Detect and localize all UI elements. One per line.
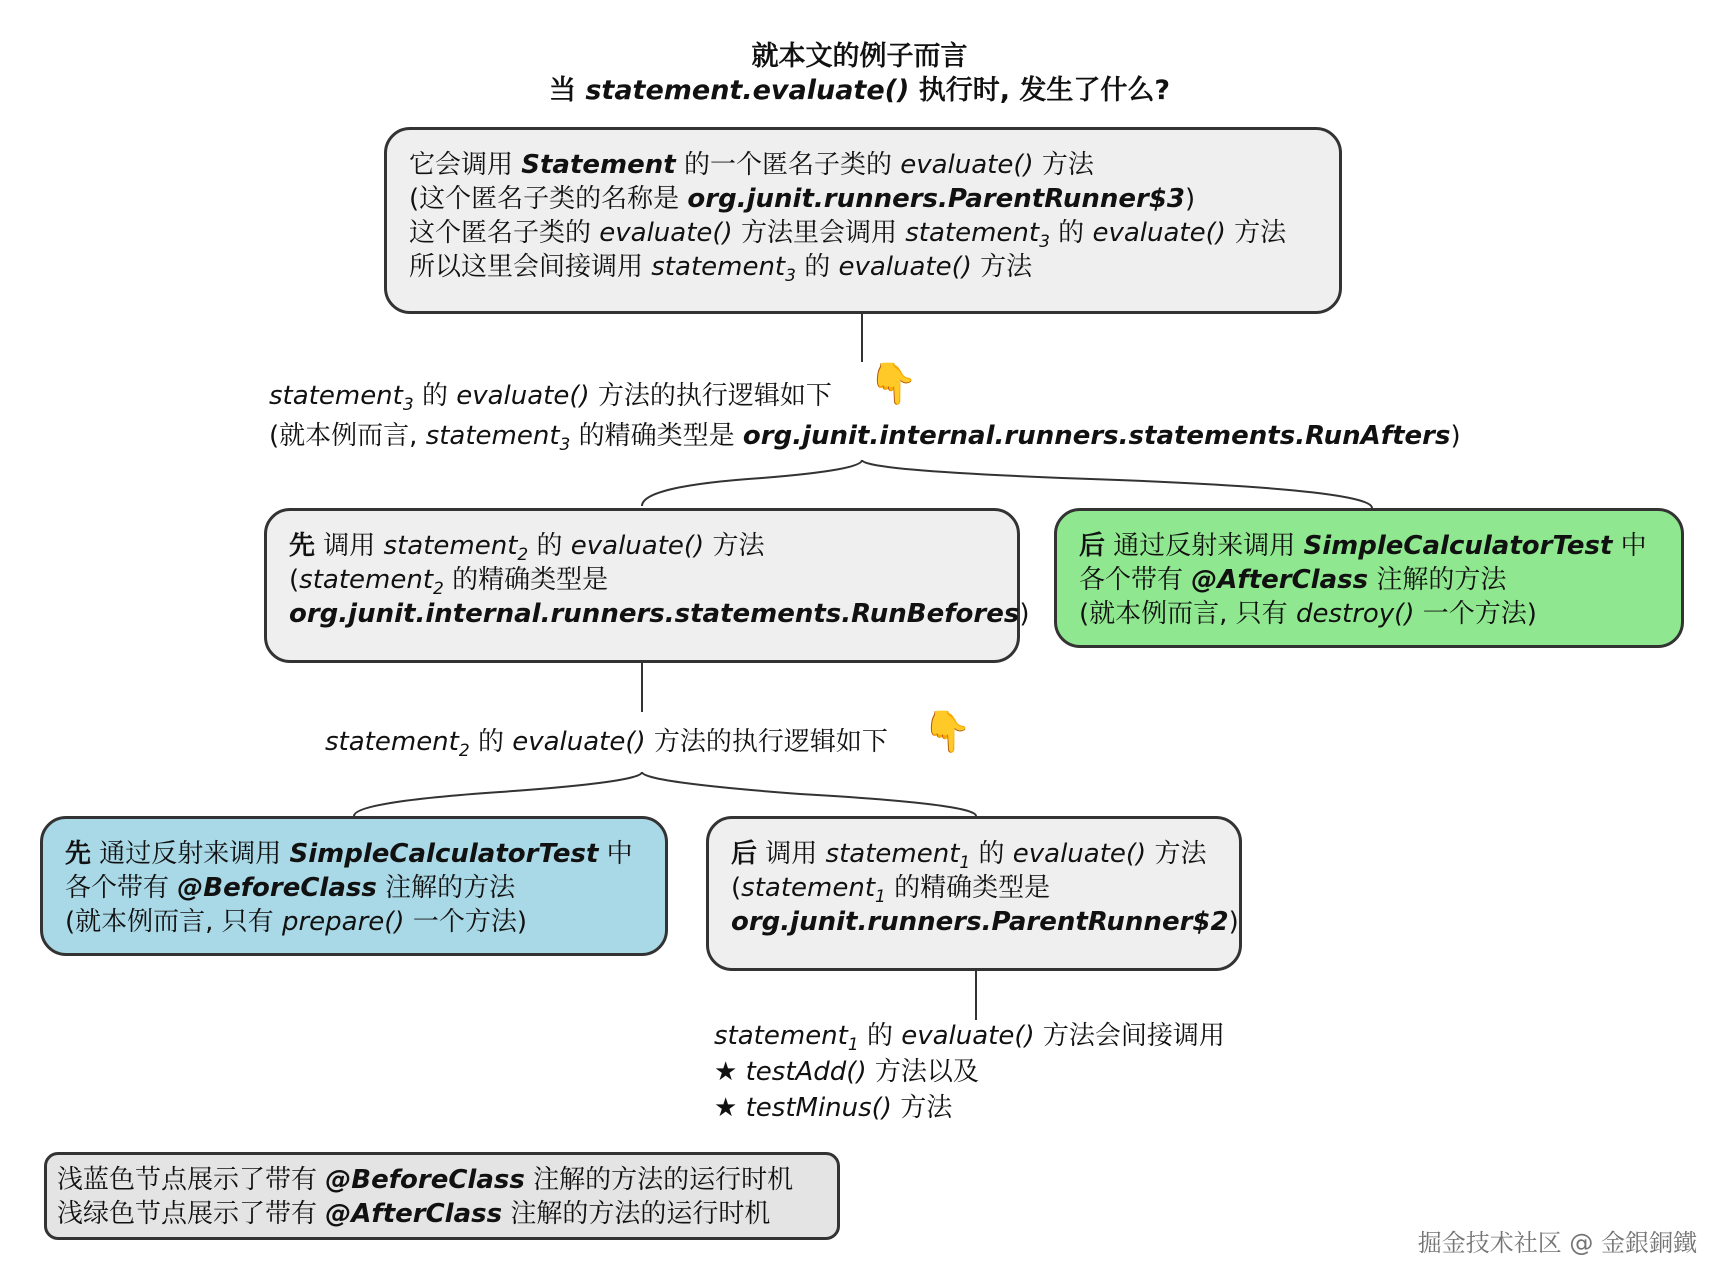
subscript: 3 (785, 266, 796, 286)
text: 方法以及 (866, 1057, 979, 1087)
text: 通过反射来调用 (91, 839, 290, 869)
text: 注解的方法 (1368, 565, 1507, 595)
after-line-3 (1079, 597, 1659, 631)
annotation-name: @AfterClass (325, 1199, 503, 1229)
legend-box (44, 1152, 840, 1240)
subscript: 1 (847, 1035, 859, 1055)
text: 的 (1049, 218, 1093, 248)
stmt2-line-3 (289, 597, 1030, 631)
text: 注解的方法的运行时机 (524, 1165, 794, 1195)
root-line-1 (409, 148, 1317, 182)
method-name: evaluate() (1012, 839, 1147, 869)
text: 方法的执行逻辑如下 (589, 381, 832, 411)
order-marker: 先 (65, 839, 92, 869)
diagram-title (0, 40, 1719, 108)
text: 的 (528, 531, 571, 561)
text: 的 (413, 381, 457, 411)
text: 一个方法) (404, 907, 527, 937)
text: ) (1228, 907, 1239, 937)
statement1-node (706, 816, 1242, 971)
text: 注解的方法的运行时机 (502, 1199, 771, 1229)
stmt2-line-1 (289, 529, 995, 563)
edge1-line-1 (269, 376, 1461, 416)
title-text: 执行时, 发生了什么? (909, 75, 1171, 106)
root-line-2 (409, 182, 1317, 216)
text: (就本例而言, 只有 (1079, 599, 1296, 629)
subscript: 3 (1039, 232, 1050, 252)
text: 方法 (1033, 150, 1094, 180)
text: 方法会间接调用 (1034, 1021, 1225, 1051)
text: 的 (858, 1021, 902, 1051)
text: (就本例而言, (269, 421, 426, 451)
stmt1-line-1 (731, 837, 1217, 871)
text: 的精确类型是 (443, 565, 609, 595)
class-name: org.junit.internal.runners.statements.RunAfters (742, 421, 1451, 451)
text: ( (731, 873, 742, 903)
annotation-name: @AfterClass (1191, 565, 1369, 595)
title-line-2 (0, 74, 1719, 108)
text: 方法 (971, 252, 1033, 282)
edge-label-statement3 (269, 376, 1461, 456)
text: 方法 (704, 531, 765, 561)
method-name: evaluate() (901, 1021, 1035, 1051)
text: 的 (795, 252, 839, 282)
subscript: 2 (517, 545, 529, 565)
method-name: testAdd() (745, 1057, 867, 1087)
variable-name: statement (325, 727, 459, 757)
stmt1-line-3 (731, 905, 1239, 939)
text: ) (1450, 421, 1461, 451)
subscript: 1 (959, 853, 971, 873)
text: 方法的执行逻辑如下 (645, 727, 888, 757)
order-marker: 先 (289, 531, 316, 561)
text: (就本例而言, 只有 (65, 907, 282, 937)
method-name: evaluate() (456, 381, 590, 411)
method-name: evaluate() (599, 218, 733, 248)
variable-name: statement (741, 873, 876, 903)
order-marker: 后 (1079, 531, 1106, 561)
edge3-line-1 (714, 1018, 1225, 1054)
variable-name: statement (383, 531, 518, 561)
text: 所以这里会间接调用 (409, 252, 652, 282)
text: 一个方法) (1414, 599, 1537, 629)
class-name: SimpleCalculatorTest (1303, 531, 1613, 561)
text: 方法 (1225, 218, 1287, 248)
after-line-1 (1079, 529, 1659, 563)
text: 各个带有 (1079, 565, 1192, 595)
text: ) (1019, 599, 1030, 629)
variable-name: statement (714, 1021, 848, 1051)
edge-label-statement1 (714, 1018, 1225, 1126)
text: 调用 (757, 839, 826, 869)
subscript: 2 (433, 579, 444, 599)
class-name: org.junit.internal.runners.statements.RunBefores (289, 599, 1020, 629)
text: 中 (1612, 531, 1647, 561)
edge3-line-2 (714, 1054, 1225, 1090)
connector-to-after (862, 460, 1372, 508)
text: 方法 (1146, 839, 1207, 869)
text: 的精确类型是 (570, 421, 743, 451)
connector-to-stmt1 (642, 772, 976, 816)
title-line-1: 就本文的例子而言 (751, 41, 968, 72)
root-line-3 (409, 216, 1317, 250)
edge1-line-2 (269, 416, 1461, 456)
stmt1-line-2 (731, 871, 1217, 905)
before-line-2 (65, 871, 643, 905)
legend-line-green (57, 1197, 827, 1231)
before-line-3 (65, 905, 643, 939)
class-name: org.junit.runners.ParentRunner$2 (731, 907, 1229, 937)
title-code: statement.evaluate() (585, 75, 910, 106)
text: 中 (598, 839, 633, 869)
method-name: evaluate() (838, 252, 972, 282)
text: 的 (970, 839, 1013, 869)
connector-to-stmt2 (642, 460, 862, 506)
text: 调用 (315, 531, 384, 561)
subscript: 1 (875, 887, 886, 907)
text: 这个匿名子类的 (409, 218, 600, 248)
before-line-1 (65, 837, 643, 871)
subscript: 2 (458, 741, 470, 761)
annotation-name: @BeforeClass (177, 873, 377, 903)
text: 方法里会调用 (732, 218, 906, 248)
text: 浅蓝色节点展示了带有 (57, 1165, 326, 1195)
variable-name: statement (425, 421, 560, 451)
text: 方法 (891, 1093, 953, 1123)
class-name: org.junit.runners.ParentRunner$3 (687, 184, 1186, 214)
variable-name: statement (269, 381, 403, 411)
text: 注解的方法 (376, 873, 516, 903)
text: 的 (469, 727, 513, 757)
star-icon: ★ (714, 1057, 746, 1087)
root-line-4 (409, 250, 1317, 284)
subscript: 3 (559, 435, 571, 455)
root-node (384, 127, 1342, 314)
pointing-down-hand-icon: 👇 (868, 361, 918, 407)
method-name: evaluate() (570, 531, 705, 561)
title-text: 当 (548, 75, 586, 106)
edge-label-statement2 (325, 722, 888, 762)
method-name: destroy() (1295, 599, 1415, 629)
text: 的精确类型是 (885, 873, 1051, 903)
method-name: prepare() (281, 907, 405, 937)
class-name: Statement (521, 150, 676, 180)
legend-line-blue (57, 1163, 827, 1197)
text: ( (289, 565, 300, 595)
statement2-node (264, 508, 1030, 663)
edge3-line-3 (714, 1090, 1225, 1126)
text: (这个匿名子类的名称是 (409, 184, 688, 214)
method-name: evaluate() (512, 727, 646, 757)
text: 它会调用 (409, 150, 522, 180)
after-class-node (1054, 508, 1684, 648)
text: 浅绿色节点展示了带有 (57, 1199, 326, 1229)
class-name: SimpleCalculatorTest (289, 839, 599, 869)
text: ) (1185, 184, 1196, 214)
text: 的一个匿名子类的 (675, 150, 901, 180)
method-name: testMinus() (745, 1093, 892, 1123)
connector-to-before (354, 772, 642, 816)
after-line-2 (1079, 563, 1659, 597)
variable-name: statement (299, 565, 434, 595)
method-name: evaluate() (900, 150, 1034, 180)
before-class-node (40, 816, 668, 956)
edge2-line-1 (325, 722, 888, 762)
variable-name: statement (651, 252, 786, 282)
text: 各个带有 (65, 873, 178, 903)
variable-name: statement (825, 839, 960, 869)
watermark: 掘金技术社区 @ 金銀銅鐵 (1417, 1229, 1697, 1257)
variable-name: statement (905, 218, 1040, 248)
order-marker: 后 (731, 839, 758, 869)
annotation-name: @BeforeClass (325, 1165, 525, 1195)
text: 通过反射来调用 (1105, 531, 1304, 561)
pointing-down-hand-icon: 👇 (922, 709, 972, 755)
subscript: 3 (402, 395, 414, 415)
star-icon: ★ (714, 1093, 746, 1123)
stmt2-line-2 (289, 563, 995, 597)
method-name: evaluate() (1092, 218, 1226, 248)
